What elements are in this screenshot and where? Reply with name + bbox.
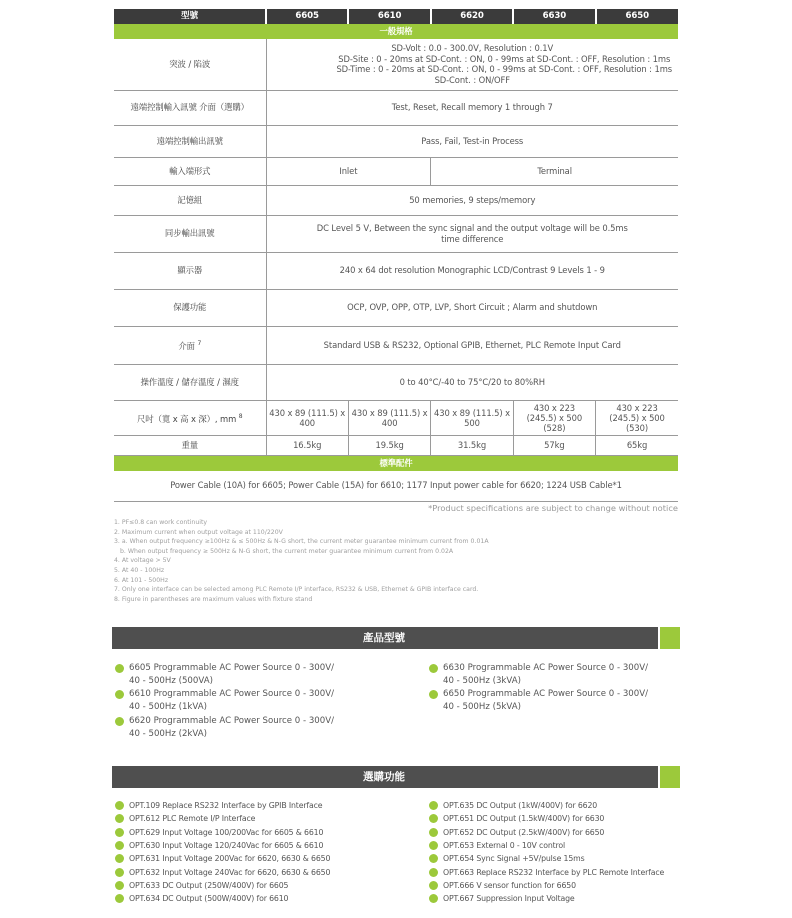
footnote: 7. Only one interface can be selected among PLC Remote I/P interface, RS232 & USB, Ethernet & GPIB interface card. [114, 586, 479, 594]
option-item [114, 852, 414, 865]
remote-out-label: 遠端控制輸出訊號 [114, 125, 266, 157]
product-line: 40 - 500Hz (500VA) [129, 676, 213, 686]
footnote: b. When output frequency ≥ 500Hz & N-G short, the current meter guarantee minimum current from 0.02A [120, 547, 454, 555]
option-item [114, 799, 414, 812]
weight-label: 重量 [114, 435, 266, 455]
accent-block [658, 627, 680, 649]
product-line: 40 - 500Hz (1kVA) [129, 702, 207, 713]
footnote: 5. At 40 - 100Hz [114, 566, 165, 574]
product-item [114, 688, 414, 714]
transient-line: SD-Volt : 0.0 - 300.0V, Resolution : 0.1V [391, 43, 554, 54]
product-line: 6605 Programmable AC Power Source 0 - 300V/ [129, 663, 334, 673]
input-term-terminal: Terminal [431, 157, 678, 185]
footnote-ref: 7 [197, 340, 202, 348]
bullet-icon [115, 868, 124, 877]
option-text: OPT.652 DC Output (2.5kW/400V) for 6650 [443, 827, 605, 837]
option-item [428, 839, 728, 852]
spec-header-row [114, 9, 678, 24]
option-text: OPT.109 Replace RS232 Interface by GPIB Interface [129, 801, 323, 810]
temp-value: 0 to 40°C/-40 to 75°C/20 to 80%RH [266, 364, 678, 400]
bullet-icon [115, 717, 124, 726]
option-item [428, 892, 728, 905]
options-title: 選購功能 [363, 771, 405, 783]
option-item [428, 879, 728, 892]
product-line: 40 - 500Hz (2kVA) [129, 728, 207, 739]
bullet-icon [115, 801, 124, 810]
products-title: 產品型號 [363, 632, 405, 644]
product-item [114, 662, 414, 688]
option-text: OPT.630 Input Voltage 120/240Vac for 6605 & 6610 [129, 841, 324, 851]
dim-line: 500 [464, 417, 480, 428]
option-text: OPT.663 Replace RS232 Interface by PLC Remote Interface [443, 867, 665, 877]
product-line: 40 - 500Hz (5kVA) [443, 702, 521, 713]
display-value: 240 x 64 dot resolution Monographic LCD/Contrast 9 Levels 1 - 9 [266, 252, 678, 289]
transient-line: SD-Site : 0 - 20ms at SD-Cont. : ON, 0 - 99ms at SD-Cont. : OFF, Resolution : 1ms [338, 53, 671, 64]
product-line: 6610 Programmable AC Power Source 0 - 300V/ [129, 689, 334, 700]
dim-6610 [348, 400, 430, 435]
accessories-value: Power Cable (10A) for 6605; Power Cable (15A) for 6610; 1177 Input power cable for 6620; 1224 USB Cable*1 [114, 471, 678, 502]
dim-line: 430 x 89 (111.5) x [434, 407, 510, 418]
bullet-icon [429, 664, 438, 673]
option-item [428, 866, 728, 879]
weight-6630: 57kg [513, 435, 595, 455]
accessories-band: 標準配件 [114, 455, 678, 471]
bullet-icon [115, 894, 124, 903]
option-text: OPT.635 DC Output (1kW/400V) for 6620 [443, 801, 598, 810]
header-6630: 6630 [513, 9, 595, 24]
option-item [114, 866, 414, 879]
dim-line: (245.5) x 500 [526, 412, 583, 423]
general-spec-band: 一般規格 [114, 24, 678, 39]
product-line: 6620 Programmable AC Power Source 0 - 300V/ [129, 715, 334, 726]
footnote: 6. At 101 - 500Hz [114, 576, 169, 584]
product-line: 6630 Programmable AC Power Source 0 - 300V/ [443, 663, 648, 673]
product-line: 6650 Programmable AC Power Source 0 - 300V/ [443, 689, 648, 700]
interface-label [114, 326, 266, 364]
option-text: OPT.651 DC Output (1.5kW/400V) for 6630 [443, 814, 605, 824]
display-label: 顯示器 [114, 252, 266, 289]
footnote: 1. PF≤0.8 can work continuity [114, 519, 208, 526]
option-item [428, 852, 728, 865]
product-list-right [428, 662, 728, 715]
sync-text: DC Level 5 V, Between the sync signal and the output voltage will be 0.5ms time difference [316, 222, 628, 244]
bullet-icon [115, 690, 124, 699]
bullet-icon [429, 894, 438, 903]
dim-line: 400 [381, 417, 398, 428]
bullet-icon [115, 881, 124, 890]
dim-line: 430 x 89 (111.5) x [269, 407, 346, 418]
option-item [428, 799, 728, 812]
dim-label [114, 400, 266, 435]
temp-label: 操作溫度 / 儲存溫度 / 濕度 [114, 364, 266, 400]
footnote: 3. a. When output frequency ≥100Hz & ≤ 500Hz & N-G short, the current meter guarantee minimum current from 0.01A [114, 538, 489, 546]
transient-line: SD-Time : 0 - 20ms at SD-Cont. : ON, 0 - 99ms at SD-Cont. : OFF, Resolution : 1ms [336, 64, 673, 75]
dim-line: 430 x 223 [616, 402, 658, 413]
footnote-ref: 8 [238, 412, 243, 420]
footnote-list [114, 518, 678, 604]
transient-value [266, 39, 678, 90]
sync-label: 同步輸出訊號 [114, 215, 266, 252]
bullet-icon [429, 828, 438, 837]
spec-notice: *Product specifications are subject to change without notice [428, 503, 678, 513]
product-item [428, 662, 728, 688]
dim-6605 [266, 400, 348, 435]
products-bar [112, 627, 680, 649]
option-text: OPT.631 Input Voltage 200Vac for 6620, 6630 & 6650 [129, 854, 331, 864]
product-item [114, 715, 414, 741]
bullet-icon [429, 854, 438, 863]
option-text: OPT.612 PLC Remote I/P Interface [129, 814, 256, 824]
interface-value: Standard USB & RS232, Optional GPIB, Ethernet, PLC Remote Input Card [266, 326, 678, 364]
product-item [428, 688, 728, 714]
product-line: 40 - 500Hz (3kVA) [443, 676, 521, 686]
bullet-icon [115, 814, 124, 823]
remote-in-label: 遠端控制輸入訊號 介面（選購） [114, 90, 266, 125]
bullet-icon [429, 841, 438, 850]
option-text: OPT.667 Suppression Input Voltage [443, 894, 575, 904]
option-text: OPT.632 Input Voltage 240Vac for 6620, 6630 & 6650 [129, 867, 331, 877]
weight-6610: 19.5kg [348, 435, 430, 455]
footnote: 4. At voltage > 5V [114, 557, 171, 565]
option-item [114, 826, 414, 839]
bullet-icon [429, 814, 438, 823]
dim-6620 [431, 400, 513, 435]
product-list-left [114, 662, 414, 741]
sync-value [266, 215, 678, 252]
header-6650: 6650 [596, 9, 678, 24]
option-item [114, 892, 414, 905]
weight-6650: 65kg [596, 435, 678, 455]
option-item [428, 826, 728, 839]
dim-label-text: 尺吋（寬 x 高 x 深）, mm [137, 413, 237, 424]
option-text: OPT.633 DC Output (250W/400V) for 6605 [129, 881, 289, 891]
option-item [114, 879, 414, 892]
option-text: OPT.629 Input Voltage 100/200Vac for 6605 & 6610 [129, 827, 324, 837]
option-item [114, 839, 414, 852]
footnote: 2. Maximum current when output voltage at 110/220V [114, 528, 283, 536]
bullet-icon [429, 690, 438, 699]
bullet-icon [115, 854, 124, 863]
weight-6605: 16.5kg [266, 435, 348, 455]
dim-line: 400 [299, 417, 316, 428]
remote-in-value: Test, Reset, Recall memory 1 through 7 [266, 90, 678, 125]
bullet-icon [115, 828, 124, 837]
dim-line: (528) [543, 422, 566, 433]
dim-line: 430 x 223 [533, 402, 576, 413]
transient-line: SD-Cont. : ON/OFF [434, 74, 510, 85]
header-6605: 6605 [266, 9, 348, 24]
option-item [114, 812, 414, 825]
option-text: OPT.654 Sync Signal +5V/pulse 15ms [443, 854, 585, 864]
header-6620: 6620 [431, 9, 513, 24]
option-list-right [428, 799, 728, 906]
input-term-label: 輸入端形式 [114, 157, 266, 185]
option-text: OPT.634 DC Output (500W/400V) for 6610 [129, 894, 289, 904]
transient-label: 突波 / 陷波 [114, 39, 266, 90]
dim-6630 [513, 400, 595, 435]
bullet-icon [115, 841, 124, 850]
protect-value: OCP, OVP, OPP, OTP, LVP, Short Circuit ; Alarm and shutdown [266, 289, 678, 326]
footnote: 8. Figure in parentheses are maximum values with fixture stand [114, 595, 313, 603]
dim-line: 430 x 89 (111.5) x [351, 407, 428, 418]
memory-label: 記憶組 [114, 185, 266, 215]
bullet-icon [429, 868, 438, 877]
dim-line: (245.5) x 500 [609, 412, 665, 423]
remote-out-value: Pass, Fail, Test-in Process [266, 125, 678, 157]
weight-6620: 31.5kg [431, 435, 513, 455]
option-text: OPT.666 V sensor function for 6650 [443, 881, 576, 891]
bullet-icon [429, 881, 438, 890]
option-item [428, 812, 728, 825]
header-6610: 6610 [348, 9, 430, 24]
dim-6650 [596, 400, 678, 435]
bullet-icon [115, 664, 124, 673]
spec-table [114, 9, 678, 502]
input-term-inlet: Inlet [266, 157, 431, 185]
bullet-icon [429, 801, 438, 810]
protect-label: 保護功能 [114, 289, 266, 326]
header-model: 型號 [114, 9, 266, 24]
option-list-left [114, 799, 414, 906]
memory-value: 50 memories, 9 steps/memory [266, 185, 678, 215]
option-text: OPT.653 External 0 - 10V control [443, 841, 566, 851]
dim-line: (530) [626, 422, 649, 433]
accent-block [658, 766, 680, 788]
interface-label-text: 介面 [178, 340, 195, 351]
options-bar [112, 766, 680, 788]
